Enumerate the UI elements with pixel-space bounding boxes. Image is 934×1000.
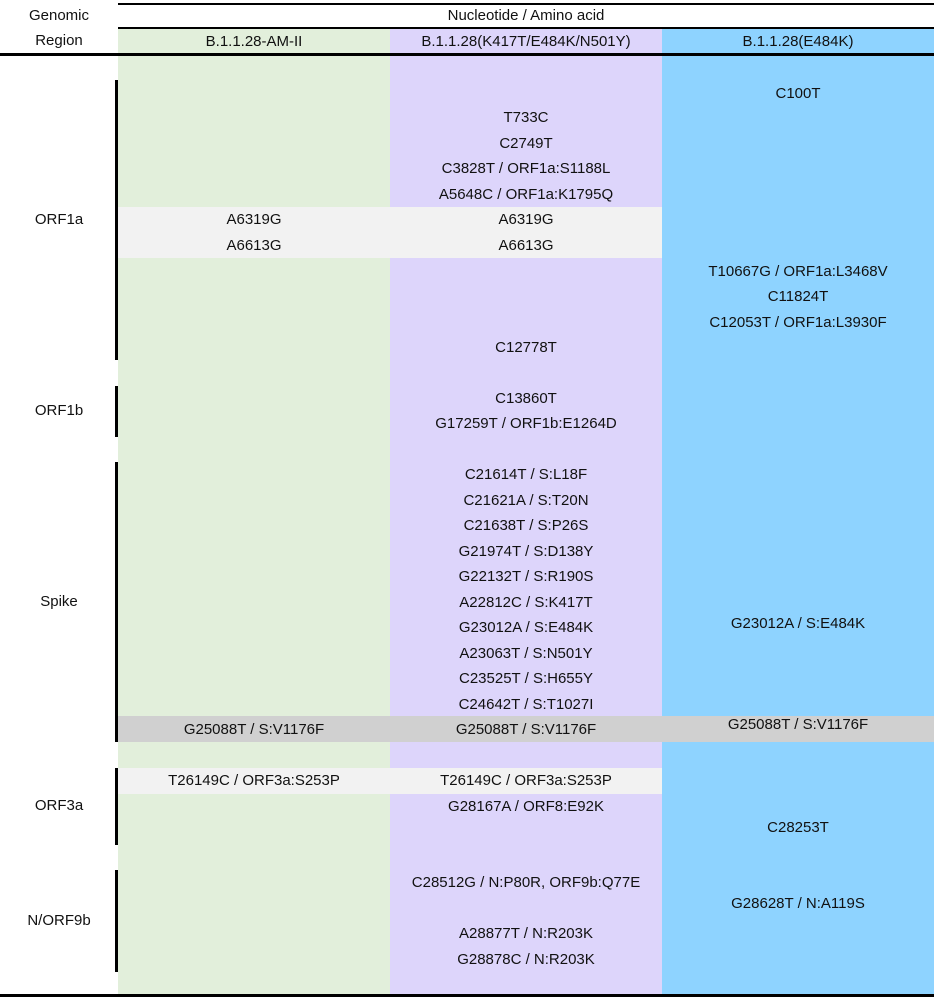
- top-rule: [118, 3, 934, 5]
- mutation-cell: G28167A / ORF8:E92K: [448, 798, 604, 815]
- mutation-cell: C11824T: [767, 288, 829, 305]
- header-bottom-rule: [0, 53, 934, 56]
- mutation-cell: C21638T / S:P26S: [463, 517, 589, 534]
- mutation-cell: C12778T: [495, 339, 557, 356]
- mutation-cell: A23063T / S:N501Y: [459, 645, 593, 662]
- table-bottom-rule: [0, 994, 934, 997]
- mutation-cell: C23525T / S:H655Y: [459, 670, 593, 687]
- mutation-cell: A28877T / N:R203K: [459, 925, 593, 942]
- mutation-cell: G22132T / S:R190S: [458, 568, 594, 585]
- mutation-cell: A22812C / S:K417T: [459, 594, 593, 611]
- mutation-cell: A6613G: [226, 237, 282, 254]
- mutation-cell: C12053T / ORF1a:L3930F: [709, 314, 887, 331]
- mutation-cell: G25088T / S:V1176F: [183, 721, 325, 738]
- lineage-2-header: B.1.1.28(K417T/E484K/N501Y): [421, 33, 631, 50]
- mutation-cell: G28878C / N:R203K: [457, 951, 595, 968]
- lineage-3-header: B.1.1.28(E484K): [742, 33, 854, 50]
- mutation-cell: C2749T: [499, 135, 553, 152]
- region-label-n-orf9b: N/ORF9b: [27, 912, 91, 929]
- mutation-cell: T733C: [503, 109, 549, 126]
- region-header-line2: Region: [35, 32, 83, 49]
- region-label-orf3a: ORF3a: [34, 797, 84, 814]
- mutation-cell: G21974T / S:D138Y: [458, 543, 594, 560]
- region-label-orf1b: ORF1b: [34, 402, 84, 419]
- mutation-cell: C28512G / N:P80R, ORF9b:Q77E: [411, 874, 641, 891]
- lineage-1-column-band: [118, 29, 390, 995]
- mutation-cell: C100T: [775, 85, 821, 102]
- mutation-cell: A5648C / ORF1a:K1795Q: [438, 186, 614, 203]
- spanning-header-rule: [118, 27, 934, 29]
- mutation-cell: A6613G: [498, 237, 554, 254]
- mutation-cell: G25088T / S:V1176F: [727, 716, 869, 733]
- lineage-3-column-band: [662, 29, 934, 995]
- mutation-cell: C28253T: [767, 819, 829, 836]
- mutation-cell: G28628T / N:A119S: [731, 895, 865, 912]
- mutation-cell: G17259T / ORF1b:E1264D: [435, 415, 617, 432]
- spanning-header: Nucleotide / Amino acid: [447, 7, 605, 24]
- mutation-cell: C24642T / S:T1027I: [458, 696, 594, 713]
- region-label-orf1a: ORF1a: [34, 211, 84, 228]
- mutation-cell: T10667G / ORF1a:L3468V: [708, 263, 888, 280]
- mutation-cell: G23012A / S:E484K: [458, 619, 594, 636]
- mutation-cell: T26149C / ORF3a:S253P: [168, 772, 340, 789]
- mutation-cell: G23012A / S:E484K: [730, 615, 866, 632]
- mutation-cell: A6319G: [226, 211, 282, 228]
- mutation-cell: C13860T: [495, 390, 557, 407]
- mutation-cell: G25088T / S:V1176F: [455, 721, 597, 738]
- mutation-cell: T26149C / ORF3a:S253P: [440, 772, 612, 789]
- mutation-cell: A6319G: [498, 211, 554, 228]
- mutation-cell: C21614T / S:L18F: [464, 466, 588, 483]
- region-label-spike: Spike: [40, 593, 78, 610]
- mutation-cell: C3828T / ORF1a:S1188L: [441, 160, 611, 177]
- lineage-1-header: B.1.1.28-AM-II: [205, 33, 303, 50]
- mutation-cell: C21621A / S:T20N: [463, 492, 589, 509]
- region-header-line1: Genomic: [28, 7, 90, 24]
